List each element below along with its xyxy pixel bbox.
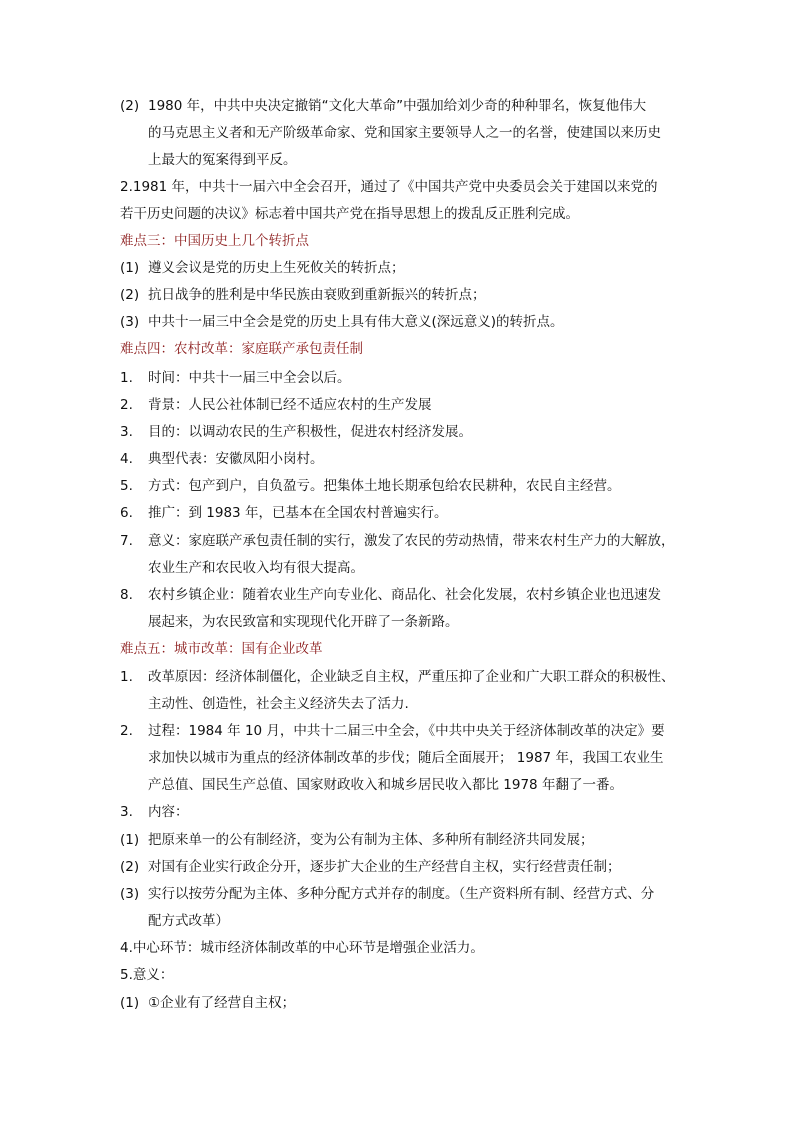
list-marker: (2) — [120, 287, 140, 303]
line-text: 若干历史问题的决议》标志着中国共产党在指导思想上的拨乱反正胜利完成。 — [120, 206, 579, 222]
line-text: 过程：1984 年 10 月，中共十二届三中全会，《中共中央关于经济体制改革的决定》要 — [148, 723, 665, 739]
line-text: 改革原因：经济体制僵化，企业缺乏自主权，严重压抑了企业和广大职工群众的积极性、 — [148, 669, 675, 685]
list-marker: 7. — [120, 533, 133, 549]
line-text: 配方式改革） — [148, 913, 229, 929]
line-text: 农业生产和农民收入均有很大提高。 — [148, 560, 364, 576]
line-text: 背景：人民公社体制已经不适应农村的生产发展 — [148, 397, 432, 413]
list-marker: (2) — [120, 98, 140, 114]
list-marker: (1) — [120, 995, 140, 1011]
line-text: ①企业有了经营自主权； — [148, 995, 296, 1011]
list-marker: 4. — [120, 451, 133, 467]
line-text: 推广：到 1983 年，已基本在全国农村普遍实行。 — [148, 505, 448, 521]
line-text: 遵义会议是党的历史上生死攸关的转折点； — [148, 260, 405, 276]
line-text: 意义：家庭联产承包责任制的实行，激发了农民的劳动热情，带来农村生产力的大解放， — [148, 533, 675, 549]
line-text: 时间：中共十一届三中全会以后。 — [148, 370, 351, 386]
line-text: 4.中心环节：城市经济体制改革的中心环节是增强企业活力。 — [120, 940, 484, 956]
list-marker: 6. — [120, 505, 133, 521]
list-marker: (3) — [120, 886, 140, 902]
list-marker: 2. — [120, 397, 133, 413]
list-marker: 1. — [120, 370, 133, 386]
line-text: 农村乡镇企业：随着农业生产向专业化、商品化、社会化发展，农村乡镇企业也迅速发 — [148, 587, 661, 603]
heading-text: 难点三：中国历史上几个转折点 — [120, 233, 309, 249]
heading-text: 难点五：城市改革：国有企业改革 — [120, 641, 323, 657]
line-text: 产总值、国民生产总值、国家财政收入和城乡居民收入都比 1978 年翻了一番。 — [148, 777, 623, 793]
line-text: 1980 年，中共中央决定撤销“文化大革命”中强加给刘少奇的种种罪名，恢复他伟大 — [148, 98, 647, 114]
line-text: 方式：包产到户，自负盈亏。把集体土地长期承包给农民耕种，农民自主经营。 — [148, 478, 621, 494]
list-marker: 8. — [120, 587, 133, 603]
line-text: 展起来，为农民致富和实现现代化开辟了一条新路。 — [148, 614, 459, 630]
list-marker: 2. — [120, 723, 133, 739]
line-text: 对国有企业实行政企分开，逐步扩大企业的生产经营自主权，实行经营责任制； — [148, 859, 621, 875]
heading-text: 难点四：农村改革：家庭联产承包责任制 — [120, 341, 363, 357]
list-marker: (1) — [120, 260, 140, 276]
line-text: 内容： — [148, 804, 189, 820]
list-marker: (3) — [120, 314, 140, 330]
line-text: 求加快以城市为重点的经济体制改革的步伐；随后全面展开； 1987 年，我国工农业生 — [148, 750, 664, 766]
line-text: 的马克思主义者和无产阶级革命家、党和国家主要领导人之一的名誉，使建国以来历史 — [148, 125, 661, 141]
list-marker: 5. — [120, 478, 133, 494]
line-text: 主动性、创造性，社会主义经济失去了活力. — [148, 696, 409, 712]
line-text: 中共十一届三中全会是党的历史上具有伟大意义(深远意义)的转折点。 — [148, 314, 564, 330]
list-marker: 3. — [120, 424, 133, 440]
line-text: 实行以按劳分配为主体、多种分配方式并存的制度。（生产资料所有制、经营方式、分 — [148, 886, 655, 902]
list-marker: (2) — [120, 859, 140, 875]
line-text: 抗日战争的胜利是中华民族由衰败到重新振兴的转折点； — [148, 287, 486, 303]
line-text: 典型代表：安徽凤阳小岗村。 — [148, 451, 324, 467]
line-text: 5.意义： — [120, 967, 174, 983]
line-text: 把原来单一的公有制经济，变为公有制为主体、多种所有制经济共同发展； — [148, 832, 594, 848]
list-marker: 3. — [120, 804, 133, 820]
line-text: 上最大的冤案得到平反。 — [148, 152, 297, 168]
line-text: 2.1981 年，中共十一届六中全会召开，通过了《中国共产党中央委员会关于建国以来党的 — [120, 179, 658, 195]
line-text: 目的：以调动农民的生产积极性，促进农村经济发展。 — [148, 424, 472, 440]
list-marker: 1. — [120, 669, 133, 685]
list-marker: (1) — [120, 832, 140, 848]
